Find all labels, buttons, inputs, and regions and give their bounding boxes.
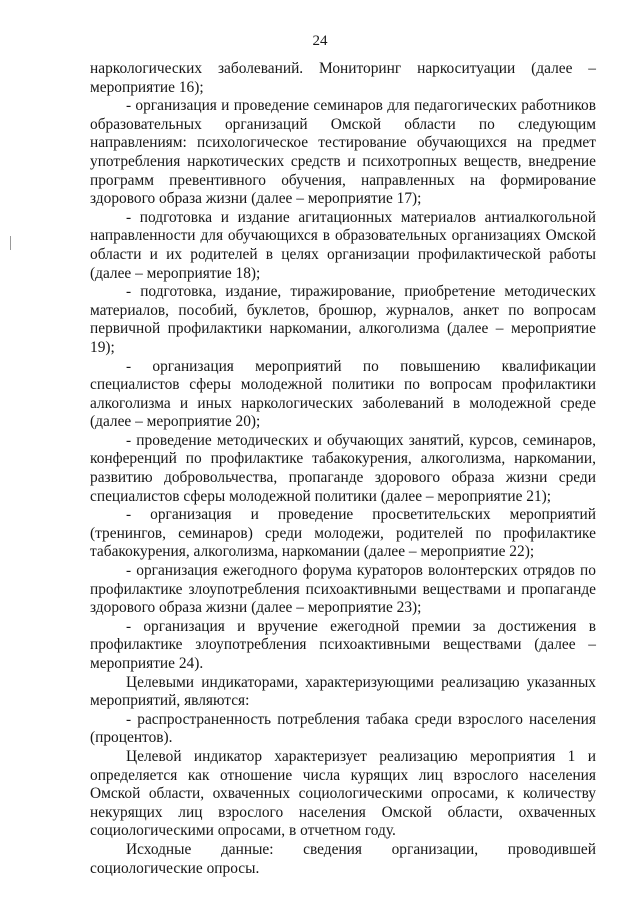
paragraph-item-20: - организация мероприятий по повышению квалификации специалистов сферы молодежной политики по вопросам профилактики алкоголизма и иных наркологических заболеваний в молодежной среде (далее – мероприятие 20); [90,357,596,431]
paragraph-item-23: - организация ежегодного форума кураторов волонтерских отрядов по профилактике злоупотребления психоактивными веществами и пропаганде здорового образа жизни (далее – мероприятие 23); [90,562,596,617]
paragraph-indicator-definition: Целевой индикатор характеризует реализацию мероприятия 1 и определяется как отношение числа курящих лиц взрослого населения Омской области, охваченных социологическими опросами, к количеству некурящих лиц взрослого населения Омской области, охваченных социологическими опросами, в отчетном году. [90,747,596,840]
paragraph-item-18: - подготовка и издание агитационных материалов антиалкогольной направленности для обучающихся в образовательных организациях Омской области и их родителей в целях организации профилактической работы (далее – мероприятие 18); [90,208,596,282]
paragraph-item-24: - организация и вручение ежегодной премии за достижения в профилактике злоупотребления психоактивными веществами (далее – мероприятие 24). [90,617,596,672]
paragraph-item-19: - подготовка, издание, тиражирование, приобретение методических материалов, пособий, буклетов, брошюр, журналов, анкет по вопросам первичной профилактики наркомании, алкоголизма (далее – мероприятие 19); [90,283,596,356]
paragraph-continuation: наркологических заболеваний. Мониторинг наркоситуации (далее – мероприятие 16); [90,60,596,96]
paragraph-source-data: Исходные данные: сведения организации, проводившей социологические опросы. [90,840,596,877]
document-body [90,60,596,878]
paragraph-item-21: - проведение методических и обучающих занятий, курсов, семинаров, конференций по профилактике табакокурения, алкоголизма, наркомании, развитию добровольчества, пропаганде здорового образа жизни среди специалистов сферы молодежной политики (далее – мероприятие 21); [90,431,596,505]
margin-scan-mark [10,236,11,250]
paragraph-item-17: - организация и проведение семинаров для педагогических работников образовательных организаций Омской области по следующим направлениям: психологическое тестирование обучающихся на предмет употребления наркотических средств и психотропных веществ, внедрение программ превентивного обучения, направленных на формирование здорового образа жизни (далее – мероприятие 17); [90,97,596,208]
paragraph-item-22: - организация и проведение просветительских мероприятий (тренингов, семинаров) среди молодежи, родителей по профилактике табакокурения, алкоголизма, наркомании (далее – мероприятие 22); [90,506,596,561]
paragraph-tobacco-prevalence: - распространенность потребления табака среди взрослого населения (процентов). [90,710,596,747]
page-number: 24 [312,33,328,49]
paragraph-target-indicators: Целевыми индикаторами, характеризующими реализацию указанных мероприятий, являются: [90,673,596,710]
